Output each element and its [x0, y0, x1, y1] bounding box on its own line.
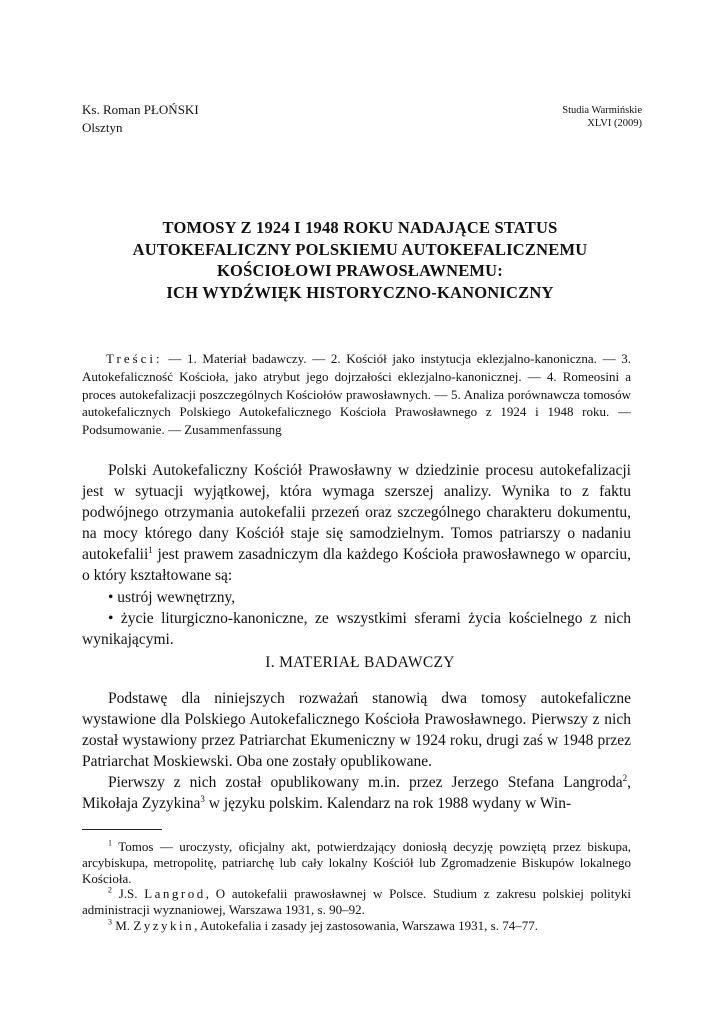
- footnote-author: Langrod: [144, 886, 206, 902]
- article-title: [60, 217, 660, 303]
- intro-text-b: jest prawem zasadniczym dla każdego Kościoła prawosławnego w oparciu, o który kształtowane są:: [82, 546, 631, 585]
- toc-label: Treści:: [106, 351, 163, 366]
- title-line-4: ICH WYDŹWIĘK HISTORYCZNO-KANONICZNY: [166, 282, 554, 302]
- section-body: [82, 688, 631, 815]
- footnote-prefix: J.S.: [118, 886, 145, 902]
- footnote-num: 1: [108, 838, 112, 848]
- footnote-ref-1[interactable]: 1: [148, 545, 153, 556]
- footnote-text: , O autokefalii prawosławnej w Polsce. Studium z zakresu polskiej polityki administracji wyznaniowej, Warszawa 1931, s. 90–92.: [82, 886, 631, 918]
- para2-text-a: Pierwszy z nich został opublikowany m.in. przez Jerzego Stefana Langroda: [108, 774, 623, 792]
- section-heading: I. MATERIAŁ BADAWCZY: [265, 654, 455, 671]
- footnote-2: [82, 886, 631, 918]
- intro-paragraph: [82, 460, 631, 587]
- title-line-2: AUTOKEFALICZNY POLSKIEMU AUTOKEFALICZNEMU: [132, 239, 588, 259]
- section-paragraph-1: Podstawę dla niniejszych rozważań stanowią dwa tomosy autokefaliczne wystawione dla Polskiego Autokefalicznego Kościoła Prawosławnego. Pierwszy z nich został wystawiony przez Patriarchat Ekumeniczny w 1924 roku, drugi zaś w 1948 przez Patriarchat Moskiewski. Oba one zostały opublikowane.: [82, 690, 631, 771]
- journal-volume: XLVI (2009): [587, 118, 642, 129]
- table-of-contents: [82, 350, 631, 439]
- bullet-item-2: • życie liturgiczno-kanoniczne, ze wszystkimi sferami życia kościelnego z nich wynikającymi.: [82, 609, 631, 648]
- footnote-divider: [82, 829, 162, 830]
- journal-block: [562, 104, 642, 130]
- footnote-author: Zyzykin: [133, 917, 195, 933]
- para2-text-c: w języku polskim. Kalendarz na rok 1988 wydany w Win-: [204, 795, 572, 813]
- footnote-text: Tomos — uroczysty, oficjalny akt, potwierdzający doniosłą decyzję powziętą przez biskupa, arcybiskupa, metropolitę, patriarchę lub cały lokalny Kościół lub Zgromadzenie Biskupów lokalnego Kościoła.: [82, 839, 632, 886]
- footnotes: [82, 839, 631, 934]
- footnote-ref-3[interactable]: 3: [200, 794, 205, 805]
- toc-text: — 1. Materiał badawczy. — 2. Kościół jako instytucja eklezjalno-kanoniczna. — 3. Autokefaliczność Kościoła, jako atrybut jego dojrzałości eklezjalno-kanonicznej. — 4. Romeosini a proces autokefalizacji poszczególnych Kościołów prawosławnych. — 5. Analiza porównawcza tomosów autokefalicznych Polskiego Autokefalicznego Kościoła Prawosławnego z 1924 i 1948 roku. — Podsumowanie. — Zusammenfassung: [82, 351, 631, 438]
- intro-section: [82, 460, 631, 650]
- author-city: Olsztyn: [82, 120, 123, 135]
- footnote-ref-2[interactable]: 2: [622, 773, 628, 784]
- bullet-item-1: • ustrój wewnętrzny,: [108, 588, 236, 606]
- para2-text-b: , Mikołaja Zyzykina: [82, 774, 631, 813]
- footnote-prefix: M.: [115, 917, 134, 933]
- intro-text-a: Polski Autokefaliczny Kościół Prawosławny w dziedzinie procesu autokefalizacji jest w sytuacji wyjątkowej, która wymaga szerszej analizy. Wynika to z faktu podwójnego otrzymania autokefalii przezeń oraz szczególnego charakteru dokumentu, na mocy którego dany Kościół staje się samodzielnym. Tomos patriarszy o nadaniu autokefalii: [82, 462, 631, 564]
- footnote-text: , Autokefalia i zasady jej zastosowania, Warszawa 1931, s. 74–77.: [194, 917, 538, 933]
- footnote-num: 2: [108, 886, 112, 896]
- footnote-3: [82, 918, 631, 934]
- section-paragraph-2: [82, 772, 631, 814]
- title-line-3: KOŚCIOŁOWI PRAWOSŁAWNEMU:: [217, 261, 503, 280]
- footnote-1: [82, 839, 631, 886]
- footnote-num: 3: [108, 917, 112, 927]
- title-line-1: TOMOSY Z 1924 I 1948 ROKU NADAJĄCE STATUS: [162, 218, 558, 237]
- author-block: [82, 101, 199, 137]
- author-name: Ks. Roman PŁOŃSKI: [82, 102, 199, 117]
- journal-name: Studia Warmińskie: [562, 105, 642, 116]
